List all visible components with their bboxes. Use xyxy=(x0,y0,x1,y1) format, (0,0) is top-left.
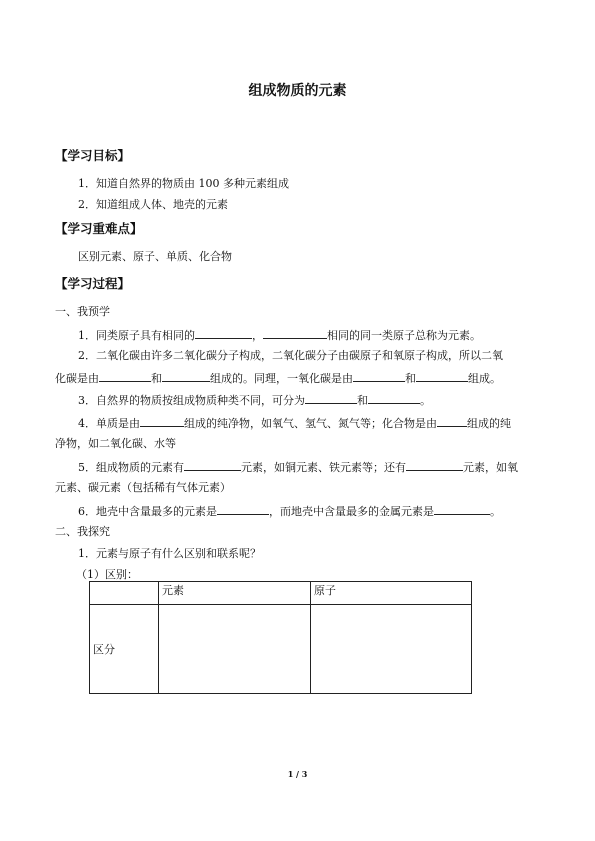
answer-blank[interactable] xyxy=(140,415,184,427)
question-text: 和 xyxy=(405,372,416,385)
table-cell-element[interactable] xyxy=(159,605,311,694)
question-text: 化碳是由 xyxy=(55,372,99,385)
question-text: 相同的同一类原子总称为元素。 xyxy=(327,329,481,342)
document-title: 组成物质的元素 xyxy=(248,83,347,99)
section-heading-process: 【学习过程】 xyxy=(55,276,131,291)
table-corner-cell xyxy=(90,582,159,605)
question-text: 组成。 xyxy=(468,372,501,385)
question-5-line-2: 元素、碳元素（包括稀有气体元素） xyxy=(55,481,231,494)
comparison-table xyxy=(89,581,472,694)
answer-blank[interactable] xyxy=(353,370,405,382)
answer-blank[interactable] xyxy=(195,327,252,339)
answer-blank[interactable] xyxy=(368,392,420,404)
question-text: 组成的纯净物，如氧气、氢气、氮气等；化合物是由 xyxy=(184,417,437,430)
section-heading-goals: 【学习目标】 xyxy=(55,148,131,163)
question-text: 和 xyxy=(357,394,368,407)
answer-blank[interactable] xyxy=(437,415,467,427)
table-header-atom: 原子 xyxy=(311,582,472,605)
explore-question-1: 1．元素与原子有什么区别和联系呢？ xyxy=(78,547,261,560)
question-text: 6．地壳中含量最多的元素是 xyxy=(78,505,217,518)
question-text: 4．单质是由 xyxy=(78,417,140,430)
section-heading-key-points: 【学习重难点】 xyxy=(55,221,143,236)
goal-item-2: 2．知道组成人体、地壳的元素 xyxy=(78,198,228,211)
question-text: 5．组成物质的元素有 xyxy=(78,461,184,474)
answer-blank[interactable] xyxy=(184,459,241,471)
answer-blank[interactable] xyxy=(263,327,327,339)
question-2-line-1: 2．二氧化碳由许多二氧化碳分子构成，二氧化碳分子由碳原子和氧原子构成，所以二氧 xyxy=(78,349,503,362)
answer-blank[interactable] xyxy=(416,370,468,382)
question-text: 组成的纯 xyxy=(467,417,511,430)
question-text: 元素，如铜元素、铁元素等；还有 xyxy=(241,461,406,474)
question-3 xyxy=(78,392,431,408)
table-header-row xyxy=(90,582,472,605)
table-header-element: 元素 xyxy=(159,582,311,605)
question-1 xyxy=(78,327,481,343)
question-5-line-1 xyxy=(78,459,518,475)
answer-blank[interactable] xyxy=(406,459,463,471)
question-text: ，而地壳中含量最多的金属元素是 xyxy=(269,505,434,518)
key-point-text: 区别元素、原子、单质、化合物 xyxy=(78,250,232,263)
table-cell-atom[interactable] xyxy=(311,605,472,694)
table-row xyxy=(90,605,472,694)
question-4-line-2: 净物，如二氧化碳、水等 xyxy=(55,437,176,450)
part-heading-preview: 一、我预学 xyxy=(55,305,110,318)
question-text: 元素，如氧 xyxy=(463,461,518,474)
goal-item-1: 1．知道自然界的物质由 100 多种元素组成 xyxy=(78,177,289,190)
question-text: 3．自然界的物质按组成物质种类不同，可分为 xyxy=(78,394,305,407)
page-number: 1 / 3 xyxy=(287,769,308,779)
table-row-label: 区分 xyxy=(90,605,159,694)
answer-blank[interactable] xyxy=(99,370,151,382)
answer-blank[interactable] xyxy=(434,503,490,515)
question-4-line-1 xyxy=(78,415,511,431)
answer-blank[interactable] xyxy=(305,392,357,404)
question-6 xyxy=(78,503,501,519)
question-text: 组成的。同理，一氧化碳是由 xyxy=(210,372,353,385)
question-text: ， xyxy=(252,329,263,342)
question-text: 。 xyxy=(490,505,501,518)
explore-subheading: （1）区别： xyxy=(76,568,138,581)
question-text: 和 xyxy=(151,372,162,385)
question-text: 1．同类原子具有相同的 xyxy=(78,329,195,342)
answer-blank[interactable] xyxy=(217,503,269,515)
answer-blank[interactable] xyxy=(162,370,210,382)
part-heading-explore: 二、我探究 xyxy=(55,525,110,538)
question-text: 。 xyxy=(420,394,431,407)
question-2-line-2 xyxy=(55,370,501,386)
